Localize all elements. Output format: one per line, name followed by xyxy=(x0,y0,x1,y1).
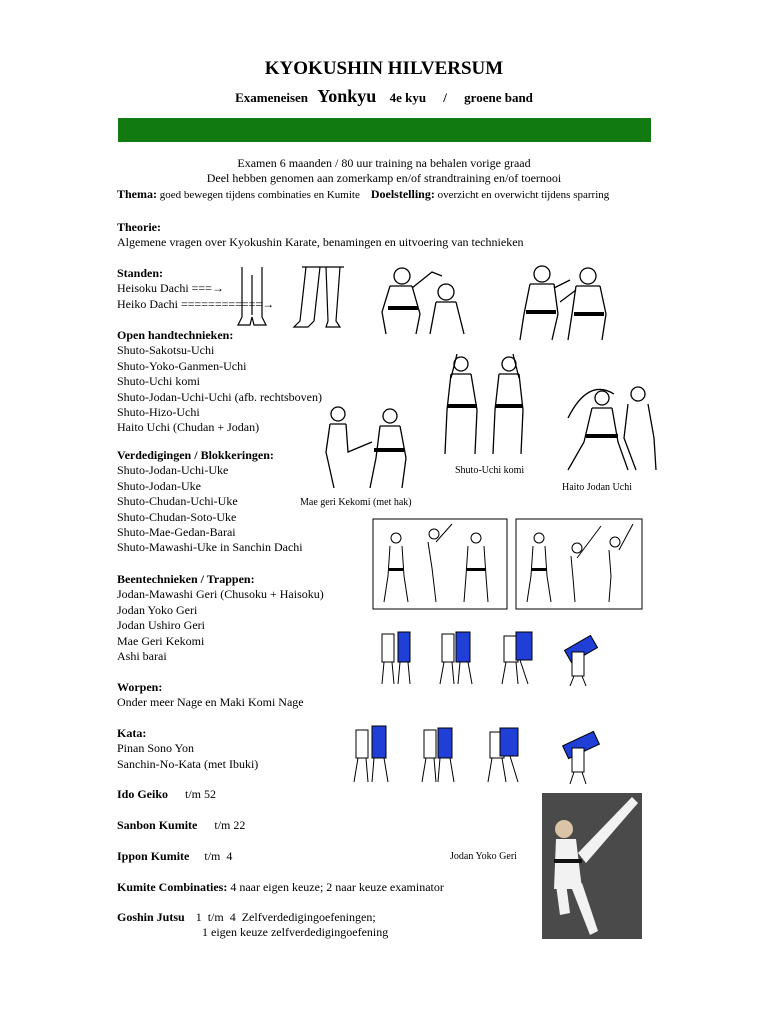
doel-text: overzicht en overwicht tijdens sparring xyxy=(437,189,610,201)
exam-subtitle xyxy=(0,86,768,107)
verdedigingen-heading: Verdedigingen / Blokkeringen: xyxy=(117,448,274,462)
theorie-section xyxy=(117,220,524,251)
ippon-kumite-line xyxy=(117,849,232,864)
list-item: Jodan Ushiro Geri xyxy=(117,618,205,633)
list-item: Shuto-Mae-Gedan-Barai xyxy=(117,525,236,540)
list-item: Sanchin-No-Kata (met Ibuki) xyxy=(117,756,259,771)
caption-jodan-yoko-geri: Jodan Yoko Geri xyxy=(450,851,517,862)
list-item: Shuto-Jodan-Uchi-Uchi (afb. rechtsboven) xyxy=(117,389,322,404)
kumite-combinaties-line xyxy=(117,880,444,895)
theorie-text: Algemene vragen over Kyokushin Karate, benamingen en uitvoering van technieken xyxy=(117,235,524,250)
ido-geiko-value: t/m 52 xyxy=(185,787,217,801)
worpen-heading: Worpen: xyxy=(117,680,163,694)
throw-sequence-illustration-1 xyxy=(376,622,616,688)
sanbon-kumite-line xyxy=(117,818,245,833)
ido-geiko-line xyxy=(117,787,216,802)
beentechnieken-section xyxy=(117,572,324,664)
grade-name: Yonkyu xyxy=(317,86,377,106)
kata-heading: Kata: xyxy=(117,726,147,740)
list-item: Shuto-Jodan-Uke xyxy=(117,478,201,493)
worpen-section xyxy=(117,680,304,711)
page-title: KYOKUSHIN HILVERSUM xyxy=(264,58,504,79)
goshin-jutsu-label: Goshin Jutsu xyxy=(117,910,185,924)
list-item: Jodan Yoko Geri xyxy=(117,602,198,617)
list-item: Shuto-Jodan-Uchi-Uke xyxy=(117,463,229,478)
kicking-figure-icon xyxy=(542,793,642,939)
list-item: Shuto-Uchi komi xyxy=(117,374,200,389)
list-item: Shuto-Sakotsu-Uchi xyxy=(117,343,215,358)
ido-geiko-label: Ido Geiko xyxy=(117,787,169,801)
jodan-yoko-geri-photo xyxy=(542,793,642,939)
list-item: Shuto-Yoko-Ganmen-Uchi xyxy=(117,358,247,373)
open-hand-section xyxy=(117,328,322,436)
kumite-combinaties-label: Kumite Combinaties: xyxy=(117,880,228,894)
doel-label: Doelstelling: xyxy=(370,187,435,201)
thema-line xyxy=(117,187,609,202)
kick-sequence-illustration-2 xyxy=(515,518,643,610)
mae-geri-illustration xyxy=(318,402,414,494)
list-item: Ashi barai xyxy=(117,649,167,664)
theorie-heading: Theorie: xyxy=(117,220,161,234)
caption-shuto-uchi-komi: Shuto-Uchi komi xyxy=(455,465,525,476)
standen-heading: Standen: xyxy=(117,266,164,280)
kick-sequence-illustration-1 xyxy=(372,518,508,610)
caption-mae-geri: Mae geri Kekomi (met hak) xyxy=(300,497,412,508)
sanbon-kumite-label: Sanbon Kumite xyxy=(117,818,198,832)
list-item: Shuto-Chudan-Soto-Uke xyxy=(117,509,237,524)
thema-label: Thema: xyxy=(117,187,157,201)
list-item: Shuto-Chudan-Uchi-Uke xyxy=(117,494,238,509)
kata-section xyxy=(117,726,258,772)
subtitle-label: Exameneisen xyxy=(235,90,309,105)
ippon-kumite-value: t/m 4 xyxy=(204,849,233,863)
list-item: Heiko Dachi ============→ xyxy=(117,296,275,311)
list-item: Haito Uchi (Chudan + Jodan) xyxy=(117,420,260,435)
fighters-illustration-1 xyxy=(372,262,472,340)
belt-color: groene band xyxy=(464,90,533,105)
fighters-illustration-2 xyxy=(512,262,612,344)
verdedigingen-section xyxy=(117,448,303,556)
list-item: Shuto-Hizo-Uchi xyxy=(117,405,200,420)
kumite-combinaties-value: 4 naar eigen keuze; 2 naar keuze examinator xyxy=(230,880,444,894)
goshin-jutsu-value-1: 1 t/m 4 Zelfverdedigingoefeningen; xyxy=(195,910,376,924)
list-item: Shuto-Mawashi-Uke in Sanchin Dachi xyxy=(117,540,303,555)
sanbon-kumite-value: t/m 22 xyxy=(214,818,246,832)
standen-illustration xyxy=(236,265,352,333)
green-band-bar xyxy=(118,118,651,142)
throw-sequence-illustration-2 xyxy=(350,716,620,786)
caption-haito-jodan: Haito Jodan Uchi xyxy=(562,482,632,493)
separator: / xyxy=(443,90,447,105)
open-hand-heading: Open handtechnieken: xyxy=(117,328,234,342)
list-item: Mae Geri Kekomi xyxy=(117,633,205,648)
list-item: Jodan-Mawashi Geri (Chusoku + Haisoku) xyxy=(117,587,324,602)
list-item: Onder meer Nage en Maki Komi Nage xyxy=(117,695,304,710)
list-item: Heisoku Dachi ===→ xyxy=(117,281,224,296)
kyu-level: 4e kyu xyxy=(389,90,427,105)
shuto-uchi-komi-illustration xyxy=(435,350,535,462)
goshin-jutsu-line xyxy=(117,910,376,925)
goshin-jutsu-line-2: 1 eigen keuze zelfverdedigingoefening xyxy=(202,925,389,939)
thema-text: goed bewegen tijdens combinaties en Kumite xyxy=(159,189,360,201)
list-item: Pinan Sono Yon xyxy=(117,741,195,756)
intro-line-2: Deel hebben genomen aan zomerkamp en/of strandtraining en/of toernooi xyxy=(206,171,562,185)
intro-line-1: Examen 6 maanden / 80 uur training na behalen vorige graad xyxy=(237,156,531,170)
haito-jodan-illustration xyxy=(558,378,658,478)
ippon-kumite-label: Ippon Kumite xyxy=(117,849,190,863)
beentechnieken-heading: Beentechnieken / Trappen: xyxy=(117,572,255,586)
